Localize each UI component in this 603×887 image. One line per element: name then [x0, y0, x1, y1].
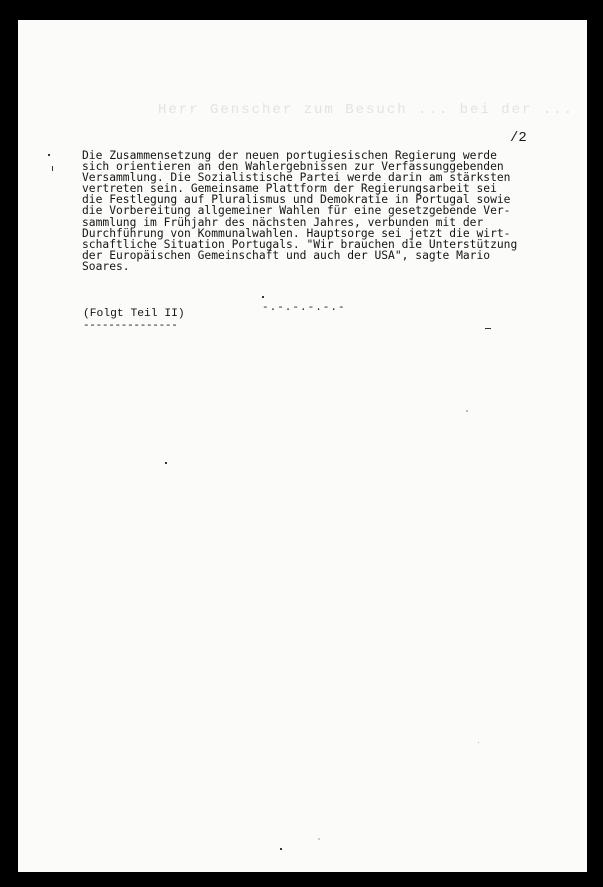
body-line: vertreten sein. Gemeinsame Plattform der Regierungsarbeit sei: [82, 182, 497, 196]
body-line: Die Zusammensetzung der neuen portugiesischen Regierung werde: [82, 149, 497, 162]
page-number: /2: [510, 130, 527, 146]
scan-speck: [165, 462, 167, 464]
scan-speck: [466, 410, 468, 412]
scan-speck: [318, 838, 320, 840]
scan-speck: [478, 742, 479, 743]
body-line: sich orientieren an den Wahlergebnissen zur Verfassunggebenden: [82, 160, 504, 174]
scan-speck: [48, 154, 50, 156]
continued-underline: ---------------: [83, 320, 178, 332]
section-separator: -.-.-.-.-.-: [262, 302, 346, 314]
body-line: Soares.: [82, 259, 130, 273]
body-line: Durchführung von Kommunalwahlen. Hauptsorge sei jetzt die wirt-: [82, 226, 511, 240]
scan-speck: [485, 328, 491, 329]
body-paragraph: [82, 150, 552, 272]
body-line: die Vorbereitung allgemeiner Wahlen für eine gesetzgebende Ver-: [82, 204, 511, 218]
scan-speck: [52, 166, 53, 171]
body-line: Versammlung. Die Sozialistische Partei werde darin am stärksten: [82, 171, 511, 185]
scan-speck: [262, 296, 264, 298]
scan-speck: [280, 848, 282, 850]
continued-note: (Folgt Teil II): [83, 308, 185, 320]
body-line: der Europäischen Gemeinschaft und auch der USA", sagte Mario: [82, 248, 491, 262]
body-line: sammlung im Frühjahr des nächsten Jahres, verbunden mit der: [82, 215, 484, 229]
faint-bleed-through-header: Herr Genscher zum Besuch ... bei der ...: [158, 102, 575, 116]
body-line: schaftliche Situation Portugals. "Wir brauchen die Unterstützung: [82, 237, 518, 251]
body-line: die Festlegung auf Pluralismus und Demokratie in Portugal sowie: [82, 193, 511, 207]
document-page: [18, 20, 587, 872]
